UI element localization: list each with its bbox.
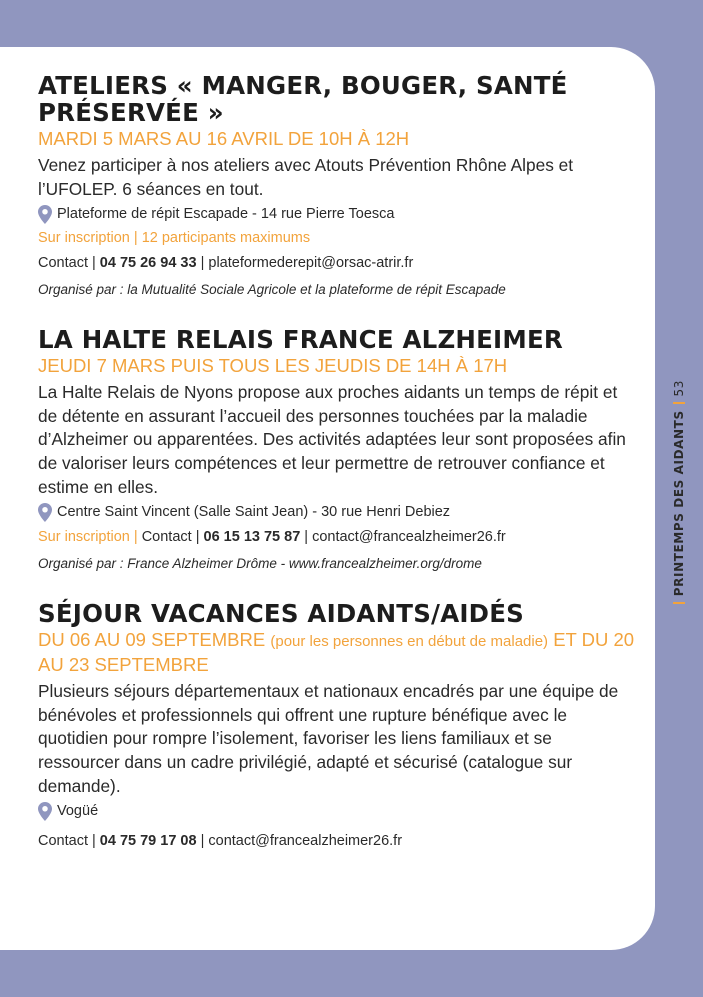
inscription-note: Sur inscription | 12 participants maximums (38, 230, 311, 247)
event-sejour-vacances (38, 600, 638, 852)
event-organizer: Organisé par : la Mutualité Sociale Agricole et la plateforme de répit Escapade (38, 282, 506, 298)
page-card (0, 47, 655, 950)
event-title: LA HALTE RELAIS FRANCE ALZHEIMER (38, 325, 563, 355)
event-title: ATELIERS « MANGER, BOUGER, SANTÉ PRÉSERVÉE » (38, 71, 568, 127)
side-title: PRINTEMPS DES AIDANTS (672, 410, 686, 597)
event-description: Venez participer à nos ateliers avec Atouts Prévention Rhône Alpes et l’UFOLEP. 6 séances en tout. (38, 155, 574, 199)
map-pin-icon (38, 503, 52, 522)
event-contact (38, 526, 638, 548)
date-note: (pour les personnes en début de maladie) (270, 633, 549, 651)
date-part-2: ET DU 20 AU 23 SEPTEMBRE (38, 629, 635, 676)
map-pin-icon (38, 802, 52, 821)
location-text: Vogüé (57, 803, 99, 820)
side-label (669, 380, 689, 610)
contact-phone: 06 15 13 75 87 (203, 529, 301, 546)
contact-phone: 04 75 26 94 33 (99, 255, 197, 272)
contact-email: | contact@francealzheimer26.fr (300, 529, 506, 546)
contact-email: | contact@francealzheimer26.fr (196, 833, 403, 850)
event-description: Plusieurs séjours départementaux et nationaux encadrés par une équipe de bénévoles et professionnels qui offrent une rupture bénéfique avec le quotidien pour rompre l’isolement, favoriser les liens familiaux et se ressourcer dans un cadre privilégié, adapté et sécurisé (catalogue sur demande). (38, 681, 619, 796)
event-date (38, 628, 638, 676)
event-ateliers (38, 72, 638, 300)
location-text: Centre Saint Vincent (Salle Saint Jean) - 30 rue Henri Debiez (57, 504, 451, 521)
event-location (38, 501, 638, 523)
map-pin-icon (38, 205, 52, 224)
contact-phone: 04 75 79 17 08 (99, 833, 197, 850)
event-location (38, 203, 638, 225)
contact-label: Contact | (38, 833, 100, 850)
event-date: JEUDI 7 MARS PUIS TOUS LES JEUDIS DE 14H À 17H (38, 355, 508, 377)
accent-bar (673, 602, 685, 604)
contact-label: Contact | (38, 255, 100, 272)
contact-label: Contact | (141, 529, 204, 546)
event-halte-relais (38, 326, 638, 574)
event-organizer: Organisé par : France Alzheimer Drôme - www.francealzheimer.org/drome (38, 556, 482, 572)
content (38, 72, 638, 878)
event-contact (38, 252, 638, 274)
inscription-note: Sur inscription | (38, 529, 142, 546)
contact-email: | plateformederepit@orsac-atrir.fr (196, 255, 414, 272)
event-contact (38, 830, 638, 852)
side-label-text (672, 380, 686, 610)
date-part-1: DU 06 AU 09 SEPTEMBRE (38, 629, 271, 651)
event-location (38, 800, 638, 822)
location-text: Plateforme de répit Escapade - 14 rue Pierre Toesca (57, 206, 395, 223)
page-number: 53 (672, 380, 686, 397)
event-description: La Halte Relais de Nyons propose aux proches aidants un temps de répit et de détente en assurant l’accueil des personnes touchées par la maladie d’Alzheimer ou apparentées. Des activités adaptées leur sont proposées afin de valoriser leurs compétences et leur permettre de retrouver confiance et estime en elles. (38, 382, 626, 497)
event-title: SÉJOUR VACANCES AIDANTS/AIDÉS (38, 599, 524, 629)
accent-bar (673, 403, 685, 405)
event-date: MARDI 5 MARS AU 16 AVRIL DE 10H À 12H (38, 128, 410, 149)
